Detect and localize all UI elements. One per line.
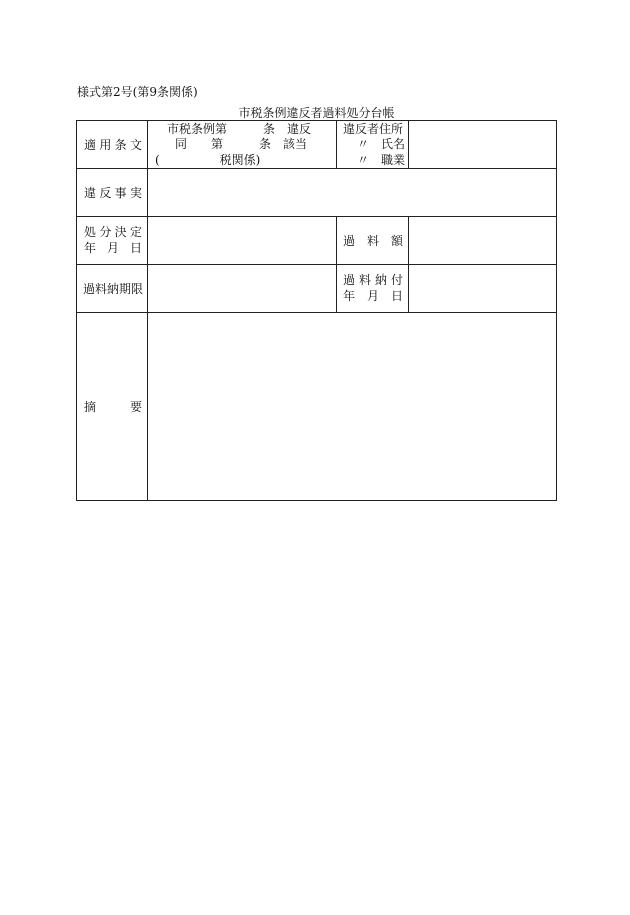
- form-title: 市税条例違反者過料処分台帳: [238, 106, 395, 120]
- row-divider: [77, 264, 556, 265]
- tax-relation-line: ( 税関係): [155, 153, 261, 167]
- ledger-table: [76, 120, 557, 501]
- article-violation-line: 市税条例第 条 違反: [167, 122, 312, 136]
- row-divider: [77, 168, 556, 169]
- payment-deadline-label: 過料納期限: [83, 282, 144, 296]
- violator-name-label: 〃 氏名: [357, 137, 406, 151]
- violation-facts-label: 違 反 事 実: [84, 186, 142, 200]
- violator-address-label: 違反者住所: [343, 122, 404, 136]
- row-divider: [77, 216, 556, 217]
- column-divider: [336, 216, 337, 312]
- column-divider: [408, 121, 409, 168]
- disposition-label-line2: 年 月 日: [84, 241, 142, 255]
- payment-date-label-line1: 過 料 納 付: [343, 273, 403, 287]
- label-column-divider: [147, 121, 148, 500]
- summary-label: 摘 要: [84, 400, 142, 414]
- form-number: 様式第2号(第9条関係): [77, 85, 198, 99]
- violator-occupation-label: 〃 職業: [357, 153, 406, 167]
- column-divider: [336, 121, 337, 168]
- disposition-label-line1: 処 分 決 定: [84, 225, 142, 239]
- column-divider: [408, 216, 409, 312]
- payment-date-label-line2: 年 月 日: [343, 289, 403, 303]
- applicable-article-label: 適 用 条 文: [84, 138, 142, 152]
- article-applicable-line: 同 第 条 該当: [175, 137, 308, 151]
- row-divider: [77, 312, 556, 313]
- fine-amount-label: 過 料 額: [343, 234, 403, 248]
